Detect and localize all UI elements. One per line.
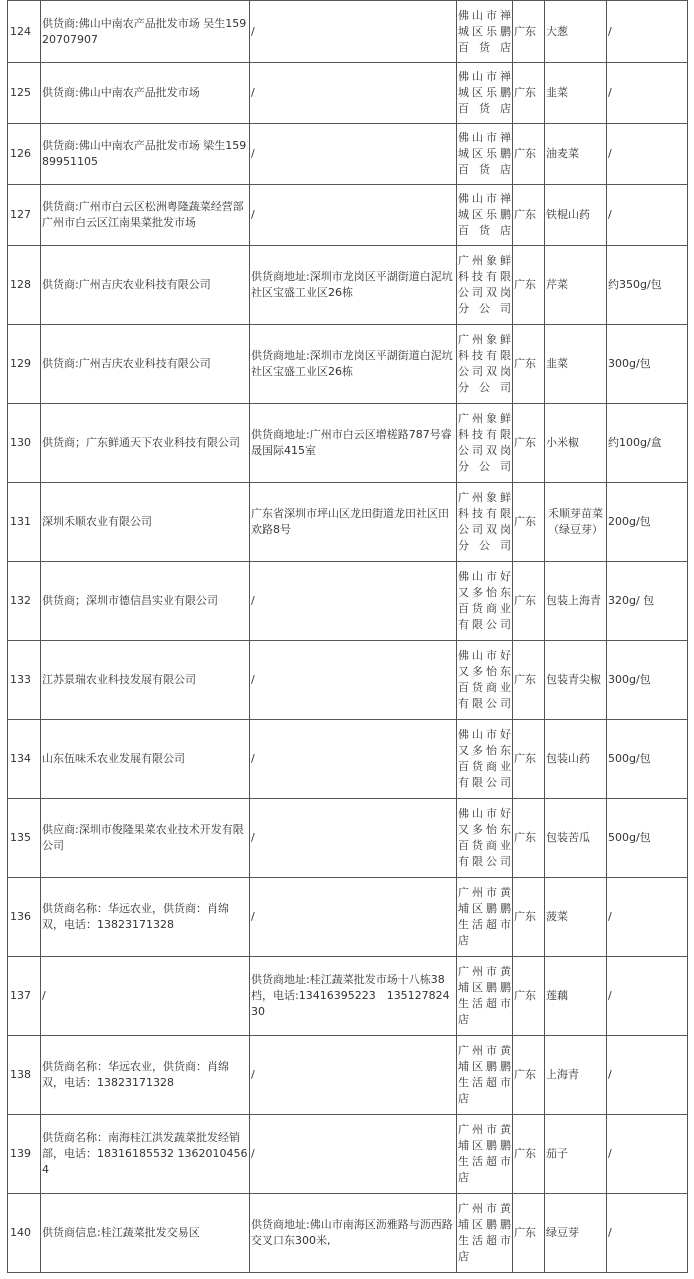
table-row	[8, 1036, 688, 1115]
table-row	[8, 641, 688, 720]
supplier-cell: 供货商:广州吉庆农业科技有限公司	[41, 246, 250, 325]
product-cell: 包装上海青	[545, 562, 607, 641]
supplier-address-cell: /	[250, 562, 457, 641]
store-cell: 广州市黄埔区鹏鹏生活超市店	[457, 957, 513, 1036]
spec-cell: /	[607, 1115, 688, 1194]
row-number: 124	[8, 1, 41, 63]
row-number: 137	[8, 957, 41, 1036]
store-cell: 佛山市禅城区乐鹏百货店	[457, 1, 513, 63]
product-cell: 茄子	[545, 1115, 607, 1194]
supplier-cell: 供货商名称：南海桂江洪发蔬菜批发经销部，电话：18316185532 13620104564	[41, 1115, 250, 1194]
table-row	[8, 404, 688, 483]
row-number: 131	[8, 483, 41, 562]
table-row	[8, 799, 688, 878]
product-cell: 上海青	[545, 1036, 607, 1115]
row-number: 138	[8, 1036, 41, 1115]
supplier-cell: 供货商名称：华远农业，供货商：肖绵双，电话：13823171328	[41, 878, 250, 957]
store-cell: 广州市黄埔区鹏鹏生活超市店	[457, 1194, 513, 1273]
product-cell: 包装山药	[545, 720, 607, 799]
supplier-address-cell: /	[250, 1115, 457, 1194]
supplier-address-cell: /	[250, 720, 457, 799]
row-number: 129	[8, 325, 41, 404]
supplier-address-cell: /	[250, 1036, 457, 1115]
supplier-address-cell: /	[250, 124, 457, 185]
spec-cell: 320g/ 包	[607, 562, 688, 641]
province-cell: 广东	[513, 124, 545, 185]
table-row	[8, 957, 688, 1036]
supplier-address-cell: 广东省深圳市坪山区龙田街道龙田社区田欢路8号	[250, 483, 457, 562]
province-cell: 广东	[513, 562, 545, 641]
store-cell: 广州市黄埔区鹏鹏生活超市店	[457, 878, 513, 957]
province-cell: 广东	[513, 957, 545, 1036]
province-cell: 广东	[513, 720, 545, 799]
spec-cell: /	[607, 1194, 688, 1273]
supplier-address-cell: /	[250, 799, 457, 878]
supplier-cell: 供货商:佛山中南农产品批发市场	[41, 63, 250, 124]
spec-cell: /	[607, 124, 688, 185]
store-cell: 佛山市禅城区乐鹏百货店	[457, 63, 513, 124]
product-cell: 莲藕	[545, 957, 607, 1036]
province-cell: 广东	[513, 246, 545, 325]
spec-cell: 500g/包	[607, 720, 688, 799]
table-row	[8, 246, 688, 325]
supplier-address-cell: /	[250, 63, 457, 124]
product-cell: 大葱	[545, 1, 607, 63]
province-cell: 广东	[513, 799, 545, 878]
store-cell: 广州象鲜科技有限公司双岗分公司	[457, 483, 513, 562]
row-number: 125	[8, 63, 41, 124]
product-cell: 菠菜	[545, 878, 607, 957]
supplier-cell: 山东伍味禾农业发展有限公司	[41, 720, 250, 799]
supplier-table-container	[7, 0, 687, 1273]
store-cell: 佛山市禅城区乐鹏百货店	[457, 124, 513, 185]
store-cell: 广州象鲜科技有限公司双岗分公司	[457, 404, 513, 483]
supplier-address-cell: /	[250, 878, 457, 957]
table-row	[8, 1115, 688, 1194]
spec-cell: /	[607, 878, 688, 957]
table-row	[8, 124, 688, 185]
supplier-cell: 供货商；深圳市德信昌实业有限公司	[41, 562, 250, 641]
table-row	[8, 562, 688, 641]
supplier-address-cell: 供货商地址:佛山市南海区沥雅路与沥西路交叉口东300米,	[250, 1194, 457, 1273]
table-body	[8, 1, 688, 1273]
product-cell: 包装苦瓜	[545, 799, 607, 878]
supplier-address-cell: /	[250, 1, 457, 63]
table-row	[8, 63, 688, 124]
province-cell: 广东	[513, 1036, 545, 1115]
supplier-cell: 供货商:佛山中南农产品批发市场 梁生15989951105	[41, 124, 250, 185]
spec-cell: 300g/包	[607, 641, 688, 720]
supplier-address-cell: 供货商地址:桂江蔬菜批发市场十八栋38档，电话:13416395223 13512782430	[250, 957, 457, 1036]
table-row	[8, 325, 688, 404]
product-cell: 绿豆芽	[545, 1194, 607, 1273]
province-cell: 广东	[513, 325, 545, 404]
row-number: 126	[8, 124, 41, 185]
store-cell: 广州市黄埔区鹏鹏生活超市店	[457, 1115, 513, 1194]
store-cell: 佛山市好又多怡东百货商业有限公司	[457, 720, 513, 799]
province-cell: 广东	[513, 1194, 545, 1273]
row-number: 136	[8, 878, 41, 957]
table-row	[8, 720, 688, 799]
row-number: 139	[8, 1115, 41, 1194]
supplier-address-cell: /	[250, 641, 457, 720]
product-cell: 韭菜	[545, 63, 607, 124]
province-cell: 广东	[513, 1, 545, 63]
store-cell: 佛山市好又多怡东百货商业有限公司	[457, 641, 513, 720]
product-cell: 铁棍山药	[545, 185, 607, 246]
product-cell: 油麦菜	[545, 124, 607, 185]
province-cell: 广东	[513, 404, 545, 483]
store-cell: 佛山市好又多怡东百货商业有限公司	[457, 562, 513, 641]
spec-cell: /	[607, 185, 688, 246]
spec-cell: 约350g/包	[607, 246, 688, 325]
row-number: 127	[8, 185, 41, 246]
store-cell: 佛山市好又多怡东百货商业有限公司	[457, 799, 513, 878]
province-cell: 广东	[513, 878, 545, 957]
supplier-cell: 供货商名称：华远农业，供货商：肖绵双，电话：13823171328	[41, 1036, 250, 1115]
supplier-cell: 供应商:深圳市俊隆果菜农业技术开发有限公司	[41, 799, 250, 878]
supplier-cell: 深圳禾顺农业有限公司	[41, 483, 250, 562]
product-cell: 韭菜	[545, 325, 607, 404]
province-cell: 广东	[513, 483, 545, 562]
row-number: 132	[8, 562, 41, 641]
supplier-cell: 江苏景瑞农业科技发展有限公司	[41, 641, 250, 720]
store-cell: 广州市黄埔区鹏鹏生活超市店	[457, 1036, 513, 1115]
province-cell: 广东	[513, 63, 545, 124]
row-number: 135	[8, 799, 41, 878]
store-cell: 广州象鲜科技有限公司双岗分公司	[457, 246, 513, 325]
spec-cell: 200g/包	[607, 483, 688, 562]
table-row	[8, 1194, 688, 1273]
province-cell: 广东	[513, 1115, 545, 1194]
spec-cell: 300g/包	[607, 325, 688, 404]
supplier-cell: 供货商:广州市白云区松洲粤隆蔬菜经营部广州市白云区江南果菜批发市场	[41, 185, 250, 246]
supplier-address-cell: 供货商地址:广州市白云区增槎路787号睿晟国际415室	[250, 404, 457, 483]
product-cell: 包装青尖椒	[545, 641, 607, 720]
supplier-address-cell: /	[250, 185, 457, 246]
spec-cell: 约100g/盒	[607, 404, 688, 483]
supplier-address-cell: 供货商地址:深圳市龙岗区平湖街道白泥坑社区宝盛工业区26栋	[250, 246, 457, 325]
store-cell: 广州象鲜科技有限公司双岗分公司	[457, 325, 513, 404]
spec-cell: /	[607, 1036, 688, 1115]
supplier-table	[7, 0, 688, 1273]
spec-cell: 500g/包	[607, 799, 688, 878]
spec-cell: /	[607, 63, 688, 124]
supplier-cell: 供货商信息:桂江蔬菜批发交易区	[41, 1194, 250, 1273]
supplier-cell: 供货商:佛山中南农产品批发市场 吴生15920707907	[41, 1, 250, 63]
row-number: 133	[8, 641, 41, 720]
supplier-cell: /	[41, 957, 250, 1036]
supplier-cell: 供货商:广州吉庆农业科技有限公司	[41, 325, 250, 404]
row-number: 134	[8, 720, 41, 799]
spec-cell: /	[607, 957, 688, 1036]
product-cell: 芹菜	[545, 246, 607, 325]
spec-cell: /	[607, 1, 688, 63]
supplier-address-cell: 供货商地址:深圳市龙岗区平湖街道白泥坑社区宝盛工业区26栋	[250, 325, 457, 404]
table-row	[8, 185, 688, 246]
store-cell: 佛山市禅城区乐鹏百货店	[457, 185, 513, 246]
row-number: 140	[8, 1194, 41, 1273]
table-row	[8, 483, 688, 562]
table-row	[8, 878, 688, 957]
supplier-cell: 供货商；广东鲜通天下农业科技有限公司	[41, 404, 250, 483]
row-number: 128	[8, 246, 41, 325]
province-cell: 广东	[513, 185, 545, 246]
province-cell: 广东	[513, 641, 545, 720]
product-cell: 小米椒	[545, 404, 607, 483]
product-cell: 禾顺芽苗菜（绿豆芽）	[545, 483, 607, 562]
table-row	[8, 1, 688, 63]
row-number: 130	[8, 404, 41, 483]
